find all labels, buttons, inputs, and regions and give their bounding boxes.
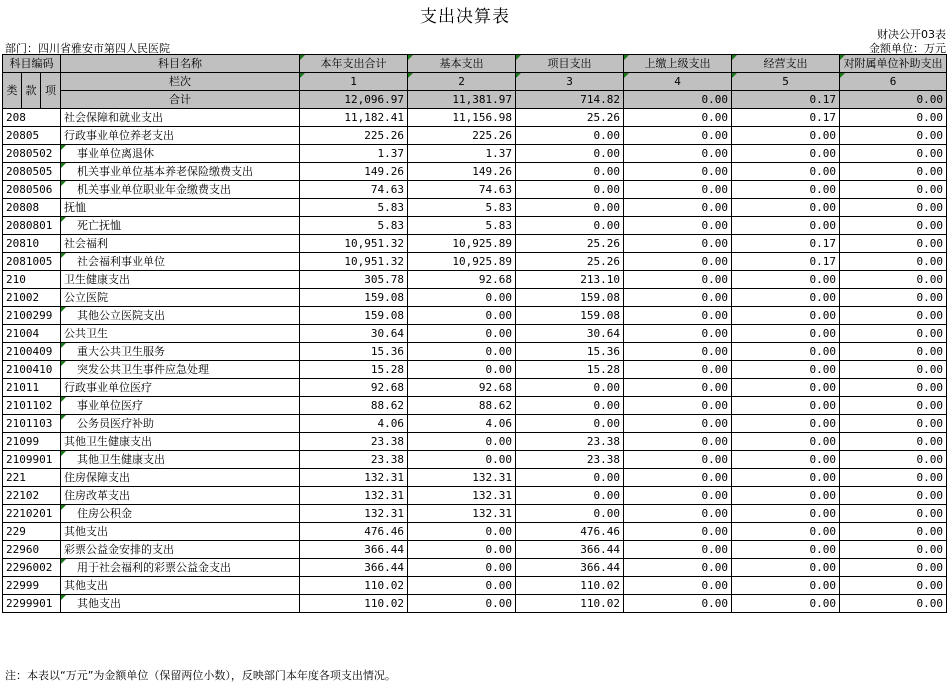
row-value-5: 0.00 — [732, 523, 840, 541]
row-value-6: 0.00 — [840, 307, 947, 325]
row-value-3: 110.02 — [516, 577, 624, 595]
row-value-6: 0.00 — [840, 595, 947, 613]
total-value-2: 11,381.97 — [408, 91, 516, 109]
table-row — [3, 127, 947, 145]
row-value-1: 110.02 — [300, 577, 408, 595]
row-code: 20805 — [3, 127, 61, 145]
total-row — [3, 91, 947, 109]
row-value-6: 0.00 — [840, 397, 947, 415]
row-value-3: 366.44 — [516, 559, 624, 577]
row-value-4: 0.00 — [624, 379, 732, 397]
row-value-1: 1.37 — [300, 145, 408, 163]
table-row — [3, 487, 947, 505]
row-code: 2296002 — [3, 559, 61, 577]
table-row — [3, 577, 947, 595]
row-value-5: 0.00 — [732, 217, 840, 235]
row-value-3: 159.08 — [516, 307, 624, 325]
row-value-3: 0.00 — [516, 217, 624, 235]
total-value-5: 0.17 — [732, 91, 840, 109]
row-code: 2109901 — [3, 451, 61, 469]
row-value-2: 149.26 — [408, 163, 516, 181]
row-name: 公务员医疗补助 — [61, 415, 300, 433]
form-code: 财决公开03表 — [877, 28, 946, 41]
row-value-3: 213.10 — [516, 271, 624, 289]
row-value-6: 0.00 — [840, 541, 947, 559]
row-code: 208 — [3, 109, 61, 127]
row-value-1: 132.31 — [300, 469, 408, 487]
row-value-5: 0.17 — [732, 235, 840, 253]
row-value-1: 88.62 — [300, 397, 408, 415]
table-row — [3, 235, 947, 253]
expenditure-table — [2, 54, 947, 613]
row-value-1: 11,182.41 — [300, 109, 408, 127]
table-row — [3, 217, 947, 235]
row-value-6: 0.00 — [840, 379, 947, 397]
row-value-4: 0.00 — [624, 325, 732, 343]
row-value-4: 0.00 — [624, 541, 732, 559]
col-number-2: 2 — [408, 73, 516, 91]
header-basic: 基本支出 — [408, 55, 516, 73]
row-name: 其他支出 — [61, 577, 300, 595]
header-project: 项目支出 — [516, 55, 624, 73]
row-value-5: 0.00 — [732, 181, 840, 199]
row-value-4: 0.00 — [624, 307, 732, 325]
row-value-6: 0.00 — [840, 325, 947, 343]
row-value-2: 74.63 — [408, 181, 516, 199]
table-row — [3, 469, 947, 487]
row-name: 突发公共卫生事件应急处理 — [61, 361, 300, 379]
table-row — [3, 541, 947, 559]
row-value-6: 0.00 — [840, 505, 947, 523]
row-value-5: 0.00 — [732, 397, 840, 415]
row-value-6: 0.00 — [840, 415, 947, 433]
row-name: 彩票公益金安排的支出 — [61, 541, 300, 559]
row-value-4: 0.00 — [624, 451, 732, 469]
row-value-6: 0.00 — [840, 181, 947, 199]
header-lei: 类 — [3, 73, 22, 109]
header-subsidy: 对附属单位补助支出 — [840, 55, 947, 73]
row-value-3: 0.00 — [516, 127, 624, 145]
row-value-5: 0.00 — [732, 505, 840, 523]
row-value-6: 0.00 — [840, 271, 947, 289]
row-value-4: 0.00 — [624, 577, 732, 595]
row-code: 210 — [3, 271, 61, 289]
row-value-3: 30.64 — [516, 325, 624, 343]
table-row — [3, 451, 947, 469]
row-value-4: 0.00 — [624, 397, 732, 415]
row-value-4: 0.00 — [624, 505, 732, 523]
row-name: 住房保障支出 — [61, 469, 300, 487]
row-code: 2100409 — [3, 343, 61, 361]
table-row — [3, 433, 947, 451]
row-value-4: 0.00 — [624, 253, 732, 271]
row-value-2: 132.31 — [408, 469, 516, 487]
table-row — [3, 145, 947, 163]
row-value-5: 0.00 — [732, 289, 840, 307]
row-name: 公共卫生 — [61, 325, 300, 343]
row-value-4: 0.00 — [624, 109, 732, 127]
row-value-3: 23.38 — [516, 451, 624, 469]
row-value-6: 0.00 — [840, 487, 947, 505]
row-value-2: 0.00 — [408, 559, 516, 577]
table-row — [3, 505, 947, 523]
row-value-1: 305.78 — [300, 271, 408, 289]
row-value-3: 110.02 — [516, 595, 624, 613]
row-value-2: 0.00 — [408, 361, 516, 379]
col-number-6: 6 — [840, 73, 947, 91]
row-value-6: 0.00 — [840, 253, 947, 271]
row-code: 2299901 — [3, 595, 61, 613]
row-value-5: 0.00 — [732, 433, 840, 451]
table-row — [3, 325, 947, 343]
department-label: 部门：四川省雅安市第四人民医院 — [5, 42, 170, 55]
table-row — [3, 109, 947, 127]
row-value-5: 0.00 — [732, 361, 840, 379]
row-value-5: 0.17 — [732, 109, 840, 127]
row-value-1: 366.44 — [300, 541, 408, 559]
row-value-2: 10,925.89 — [408, 235, 516, 253]
row-value-4: 0.00 — [624, 199, 732, 217]
row-value-5: 0.00 — [732, 595, 840, 613]
row-value-4: 0.00 — [624, 433, 732, 451]
row-value-4: 0.00 — [624, 559, 732, 577]
row-value-1: 4.06 — [300, 415, 408, 433]
row-code: 22999 — [3, 577, 61, 595]
row-value-3: 0.00 — [516, 379, 624, 397]
header-kuan: 款 — [22, 73, 41, 109]
row-value-6: 0.00 — [840, 235, 947, 253]
row-value-3: 25.26 — [516, 109, 624, 127]
table-row — [3, 343, 947, 361]
row-value-3: 0.00 — [516, 145, 624, 163]
row-name: 机关事业单位基本养老保险缴费支出 — [61, 163, 300, 181]
row-code: 2100410 — [3, 361, 61, 379]
row-value-5: 0.00 — [732, 271, 840, 289]
row-value-6: 0.00 — [840, 145, 947, 163]
row-value-2: 5.83 — [408, 217, 516, 235]
unit-label: 金额单位：万元 — [869, 42, 946, 55]
table-row — [3, 397, 947, 415]
row-name: 机关事业单位职业年金缴费支出 — [61, 181, 300, 199]
row-value-2: 0.00 — [408, 541, 516, 559]
table-row — [3, 523, 947, 541]
row-value-6: 0.00 — [840, 217, 947, 235]
table-row — [3, 415, 947, 433]
row-value-2: 0.00 — [408, 523, 516, 541]
row-value-1: 15.28 — [300, 361, 408, 379]
row-value-6: 0.00 — [840, 109, 947, 127]
row-code: 2080801 — [3, 217, 61, 235]
row-value-6: 0.00 — [840, 163, 947, 181]
row-name: 其他支出 — [61, 595, 300, 613]
total-value-3: 714.82 — [516, 91, 624, 109]
row-value-2: 0.00 — [408, 325, 516, 343]
footnote: 注：本表以“万元”为金额单位（保留两位小数），反映部门本年度各项支出情况。 — [5, 669, 396, 682]
row-value-1: 10,951.32 — [300, 253, 408, 271]
row-name: 其他公立医院支出 — [61, 307, 300, 325]
row-name: 卫生健康支出 — [61, 271, 300, 289]
table-row — [3, 181, 947, 199]
row-name: 社会保障和就业支出 — [61, 109, 300, 127]
header-name: 科目名称 — [61, 55, 300, 73]
row-value-4: 0.00 — [624, 415, 732, 433]
row-value-6: 0.00 — [840, 199, 947, 217]
row-value-5: 0.00 — [732, 325, 840, 343]
row-name: 用于社会福利的彩票公益金支出 — [61, 559, 300, 577]
row-value-1: 476.46 — [300, 523, 408, 541]
row-value-1: 225.26 — [300, 127, 408, 145]
row-value-2: 5.83 — [408, 199, 516, 217]
row-value-3: 0.00 — [516, 415, 624, 433]
table-row — [3, 379, 947, 397]
table-row — [3, 361, 947, 379]
row-name: 住房公积金 — [61, 505, 300, 523]
row-value-2: 0.00 — [408, 595, 516, 613]
row-value-6: 0.00 — [840, 433, 947, 451]
row-value-6: 0.00 — [840, 127, 947, 145]
row-value-4: 0.00 — [624, 217, 732, 235]
row-code: 22960 — [3, 541, 61, 559]
col-number-5: 5 — [732, 73, 840, 91]
row-value-3: 0.00 — [516, 199, 624, 217]
row-value-4: 0.00 — [624, 181, 732, 199]
row-value-4: 0.00 — [624, 487, 732, 505]
row-code: 221 — [3, 469, 61, 487]
row-value-3: 0.00 — [516, 469, 624, 487]
row-value-1: 149.26 — [300, 163, 408, 181]
row-value-2: 92.68 — [408, 271, 516, 289]
row-value-2: 225.26 — [408, 127, 516, 145]
row-name: 公立医院 — [61, 289, 300, 307]
row-value-3: 25.26 — [516, 253, 624, 271]
row-name: 其他卫生健康支出 — [61, 451, 300, 469]
table-body — [3, 109, 947, 613]
row-value-2: 0.00 — [408, 343, 516, 361]
row-value-4: 0.00 — [624, 145, 732, 163]
row-value-6: 0.00 — [840, 361, 947, 379]
table-row — [3, 559, 947, 577]
row-value-3: 25.26 — [516, 235, 624, 253]
row-value-2: 11,156.98 — [408, 109, 516, 127]
row-code: 21002 — [3, 289, 61, 307]
row-value-5: 0.00 — [732, 379, 840, 397]
row-code: 2081005 — [3, 253, 61, 271]
row-value-2: 88.62 — [408, 397, 516, 415]
row-code: 20808 — [3, 199, 61, 217]
row-value-3: 0.00 — [516, 163, 624, 181]
row-value-5: 0.00 — [732, 127, 840, 145]
col-number-3: 3 — [516, 73, 624, 91]
row-code: 229 — [3, 523, 61, 541]
row-code: 22102 — [3, 487, 61, 505]
row-name: 其他卫生健康支出 — [61, 433, 300, 451]
row-value-5: 0.00 — [732, 487, 840, 505]
row-value-4: 0.00 — [624, 163, 732, 181]
row-code: 21099 — [3, 433, 61, 451]
row-value-4: 0.00 — [624, 343, 732, 361]
row-value-6: 0.00 — [840, 343, 947, 361]
total-value-1: 12,096.97 — [300, 91, 408, 109]
header-total: 本年支出合计 — [300, 55, 408, 73]
row-name: 事业单位离退休 — [61, 145, 300, 163]
row-value-4: 0.00 — [624, 127, 732, 145]
row-value-4: 0.00 — [624, 595, 732, 613]
row-name: 行政事业单位医疗 — [61, 379, 300, 397]
row-value-4: 0.00 — [624, 271, 732, 289]
row-value-3: 0.00 — [516, 397, 624, 415]
row-value-1: 74.63 — [300, 181, 408, 199]
row-value-5: 0.00 — [732, 559, 840, 577]
row-value-2: 132.31 — [408, 487, 516, 505]
row-value-5: 0.00 — [732, 577, 840, 595]
row-value-5: 0.00 — [732, 199, 840, 217]
row-name: 行政事业单位养老支出 — [61, 127, 300, 145]
row-value-2: 1.37 — [408, 145, 516, 163]
row-code: 2080506 — [3, 181, 61, 199]
row-value-1: 15.36 — [300, 343, 408, 361]
total-label: 合计 — [61, 91, 300, 109]
row-value-3: 23.38 — [516, 433, 624, 451]
table-row — [3, 253, 947, 271]
row-value-2: 0.00 — [408, 577, 516, 595]
row-value-4: 0.00 — [624, 469, 732, 487]
row-code: 2101102 — [3, 397, 61, 415]
header-column-no: 栏次 — [61, 73, 300, 91]
row-value-1: 30.64 — [300, 325, 408, 343]
header-upper: 上缴上级支出 — [624, 55, 732, 73]
row-value-6: 0.00 — [840, 451, 947, 469]
row-value-3: 15.28 — [516, 361, 624, 379]
row-value-1: 366.44 — [300, 559, 408, 577]
col-number-4: 4 — [624, 73, 732, 91]
row-value-5: 0.00 — [732, 163, 840, 181]
row-value-2: 0.00 — [408, 451, 516, 469]
row-value-5: 0.00 — [732, 307, 840, 325]
row-name: 死亡抚恤 — [61, 217, 300, 235]
row-name: 抚恤 — [61, 199, 300, 217]
row-code: 2101103 — [3, 415, 61, 433]
row-name: 住房改革支出 — [61, 487, 300, 505]
col-number-1: 1 — [300, 73, 408, 91]
row-value-2: 0.00 — [408, 289, 516, 307]
row-value-4: 0.00 — [624, 289, 732, 307]
row-value-1: 110.02 — [300, 595, 408, 613]
row-value-1: 23.38 — [300, 451, 408, 469]
row-value-2: 0.00 — [408, 307, 516, 325]
row-value-2: 92.68 — [408, 379, 516, 397]
total-value-4: 0.00 — [624, 91, 732, 109]
row-value-1: 92.68 — [300, 379, 408, 397]
table-row — [3, 307, 947, 325]
row-value-3: 0.00 — [516, 487, 624, 505]
row-value-5: 0.00 — [732, 343, 840, 361]
row-value-1: 159.08 — [300, 307, 408, 325]
table-row — [3, 199, 947, 217]
row-value-1: 159.08 — [300, 289, 408, 307]
row-value-3: 159.08 — [516, 289, 624, 307]
row-code: 2100299 — [3, 307, 61, 325]
row-name: 其他支出 — [61, 523, 300, 541]
row-name: 社会福利 — [61, 235, 300, 253]
row-code: 21011 — [3, 379, 61, 397]
row-value-5: 0.00 — [732, 541, 840, 559]
row-value-3: 0.00 — [516, 181, 624, 199]
row-value-3: 0.00 — [516, 505, 624, 523]
table-row — [3, 163, 947, 181]
row-value-6: 0.00 — [840, 577, 947, 595]
row-value-2: 4.06 — [408, 415, 516, 433]
row-value-1: 132.31 — [300, 487, 408, 505]
table-row — [3, 595, 947, 613]
row-value-5: 0.00 — [732, 145, 840, 163]
page-title: 支出决算表 — [420, 7, 510, 27]
header-code: 科目编码 — [3, 55, 61, 73]
header-operating: 经营支出 — [732, 55, 840, 73]
row-value-6: 0.00 — [840, 559, 947, 577]
table-row — [3, 271, 947, 289]
row-value-4: 0.00 — [624, 361, 732, 379]
row-value-1: 23.38 — [300, 433, 408, 451]
table-row — [3, 289, 947, 307]
row-name: 重大公共卫生服务 — [61, 343, 300, 361]
row-value-6: 0.00 — [840, 469, 947, 487]
row-value-3: 366.44 — [516, 541, 624, 559]
row-value-5: 0.00 — [732, 415, 840, 433]
row-value-4: 0.00 — [624, 523, 732, 541]
row-code: 21004 — [3, 325, 61, 343]
row-name: 社会福利事业单位 — [61, 253, 300, 271]
total-value-6: 0.00 — [840, 91, 947, 109]
row-value-5: 0.17 — [732, 253, 840, 271]
row-value-2: 10,925.89 — [408, 253, 516, 271]
row-code: 20810 — [3, 235, 61, 253]
row-code: 2210201 — [3, 505, 61, 523]
row-value-5: 0.00 — [732, 469, 840, 487]
row-value-5: 0.00 — [732, 451, 840, 469]
row-value-1: 132.31 — [300, 505, 408, 523]
row-value-6: 0.00 — [840, 523, 947, 541]
row-value-6: 0.00 — [840, 289, 947, 307]
row-value-4: 0.00 — [624, 235, 732, 253]
row-value-1: 10,951.32 — [300, 235, 408, 253]
row-value-1: 5.83 — [300, 217, 408, 235]
row-value-3: 15.36 — [516, 343, 624, 361]
row-value-1: 5.83 — [300, 199, 408, 217]
header-xiang: 项 — [41, 73, 61, 109]
row-name: 事业单位医疗 — [61, 397, 300, 415]
row-code: 2080505 — [3, 163, 61, 181]
row-value-3: 476.46 — [516, 523, 624, 541]
row-code: 2080502 — [3, 145, 61, 163]
row-value-2: 0.00 — [408, 433, 516, 451]
row-value-2: 132.31 — [408, 505, 516, 523]
